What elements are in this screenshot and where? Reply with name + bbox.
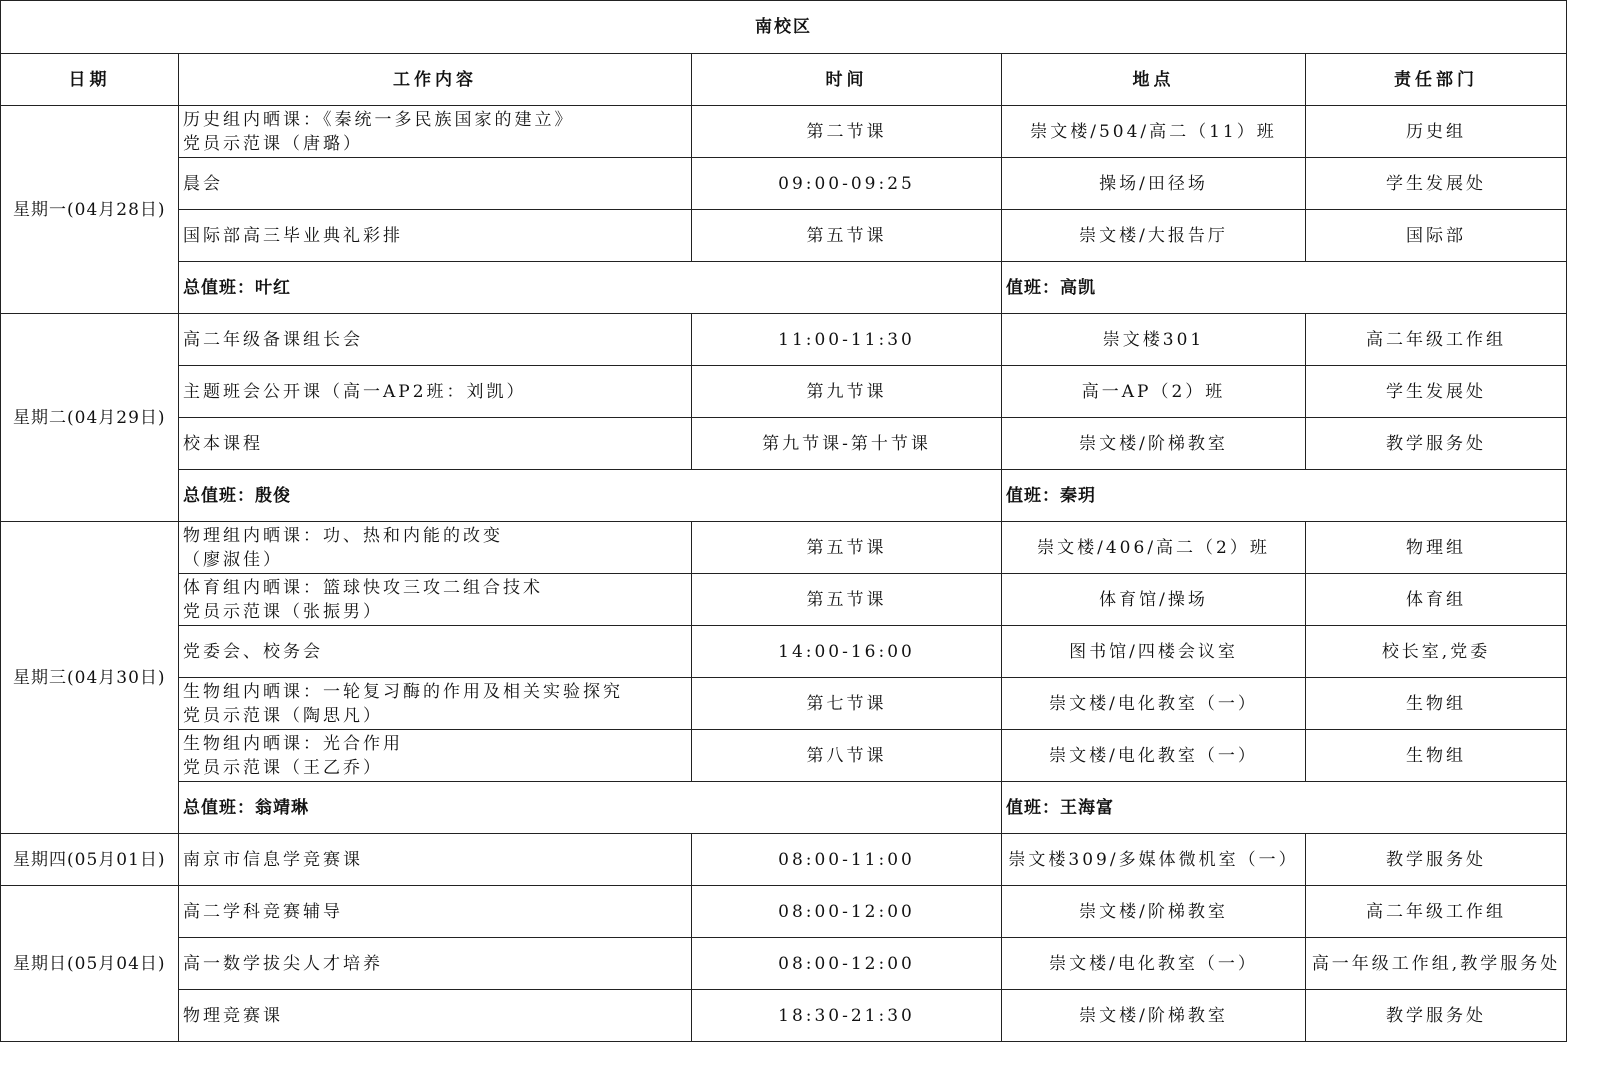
header-content: 工作内容	[179, 54, 692, 106]
work-content-line: 国际部高三毕业典礼彩排	[183, 225, 403, 246]
time-cell: 第二节课	[692, 106, 1002, 158]
place-cell: 崇文楼/阶梯教室	[1002, 990, 1306, 1042]
work-content-line: 党员示范课（唐璐）	[183, 133, 363, 154]
table-row	[1, 158, 1567, 210]
place-cell: 体育馆/操场	[1002, 574, 1306, 626]
dept-cell: 高二年级工作组	[1306, 314, 1567, 366]
duty-row	[1, 782, 1567, 834]
place-cell: 高一AP（2）班	[1002, 366, 1306, 418]
place-cell: 崇文楼/阶梯教室	[1002, 418, 1306, 470]
work-content-line: 主题班会公开课（高一AP2班：刘凯）	[183, 381, 527, 402]
date-cell: 星期三(04月30日)	[1, 522, 179, 834]
table-row	[1, 522, 1567, 574]
work-content-line: （廖淑佳）	[183, 549, 283, 570]
work-content-cell	[179, 314, 692, 366]
time-cell: 14:00-16:00	[692, 626, 1002, 678]
work-content-cell	[179, 106, 692, 158]
work-content-cell	[179, 366, 692, 418]
work-content-cell	[179, 158, 692, 210]
work-content-cell	[179, 210, 692, 262]
table-row	[1, 574, 1567, 626]
work-content-line: 物理竞赛课	[183, 1005, 283, 1026]
dept-cell: 体育组	[1306, 574, 1567, 626]
time-cell: 第五节课	[692, 210, 1002, 262]
dept-cell: 学生发展处	[1306, 366, 1567, 418]
time-cell: 第七节课	[692, 678, 1002, 730]
work-content-cell	[179, 522, 692, 574]
work-content-line: 高二年级备课组长会	[183, 329, 363, 350]
work-content-cell	[179, 938, 692, 990]
work-content-line: 党员示范课（张振男）	[183, 601, 383, 622]
date-cell: 星期日(05月04日)	[1, 886, 179, 1042]
place-cell: 崇文楼/大报告厅	[1002, 210, 1306, 262]
table-title: 南校区	[1, 1, 1567, 54]
duty-chief-cell: 总值班：殷俊	[179, 470, 1002, 522]
table-row	[1, 626, 1567, 678]
place-cell: 崇文楼/电化教室（一）	[1002, 938, 1306, 990]
time-cell: 第九节课-第十节课	[692, 418, 1002, 470]
date-cell: 星期一(04月28日)	[1, 106, 179, 314]
dept-cell: 教学服务处	[1306, 834, 1567, 886]
time-cell: 18:30-21:30	[692, 990, 1002, 1042]
table-row	[1, 210, 1567, 262]
table-row	[1, 418, 1567, 470]
table-row	[1, 886, 1567, 938]
work-content-line: 南京市信息学竞赛课	[183, 849, 363, 870]
work-content-line: 高一数学拔尖人才培养	[183, 953, 383, 974]
dept-cell: 历史组	[1306, 106, 1567, 158]
time-cell: 第五节课	[692, 574, 1002, 626]
work-content-line: 历史组内晒课：《秦统一多民族国家的建立》	[183, 109, 575, 130]
time-cell: 08:00-12:00	[692, 938, 1002, 990]
work-content-cell	[179, 418, 692, 470]
time-cell: 09:00-09:25	[692, 158, 1002, 210]
work-content-cell	[179, 990, 692, 1042]
place-cell: 图书馆/四楼会议室	[1002, 626, 1306, 678]
work-content-cell	[179, 678, 692, 730]
dept-cell: 教学服务处	[1306, 418, 1567, 470]
duty-row	[1, 470, 1567, 522]
place-cell: 崇文楼/406/高二（2）班	[1002, 522, 1306, 574]
header-date: 日期	[1, 54, 179, 106]
table-row	[1, 834, 1567, 886]
time-cell: 08:00-11:00	[692, 834, 1002, 886]
place-cell: 崇文楼/504/高二（11）班	[1002, 106, 1306, 158]
duty-chief-cell: 总值班：翁靖琳	[179, 782, 1002, 834]
work-content-cell	[179, 834, 692, 886]
place-cell: 崇文楼301	[1002, 314, 1306, 366]
place-cell: 操场/田径场	[1002, 158, 1306, 210]
work-content-cell	[179, 886, 692, 938]
work-content-line: 生物组内晒课：一轮复习酶的作用及相关实验探究	[183, 681, 623, 702]
table-row	[1, 990, 1567, 1042]
place-cell: 崇文楼/电化教室（一）	[1002, 730, 1306, 782]
work-content-line: 体育组内晒课：篮球快攻三攻二组合技术	[183, 577, 543, 598]
place-cell: 崇文楼/阶梯教室	[1002, 886, 1306, 938]
table-row	[1, 366, 1567, 418]
work-content-line: 校本课程	[183, 433, 263, 454]
time-cell: 08:00-12:00	[692, 886, 1002, 938]
duty-cell: 值班：高凯	[1002, 262, 1567, 314]
duty-cell: 值班：王海富	[1002, 782, 1567, 834]
table-row	[1, 678, 1567, 730]
work-content-line: 党委会、校务会	[183, 641, 323, 662]
duty-cell: 值班：秦玥	[1002, 470, 1567, 522]
table-row	[1, 314, 1567, 366]
duty-row	[1, 262, 1567, 314]
time-cell: 第八节课	[692, 730, 1002, 782]
date-cell: 星期四(05月01日)	[1, 834, 179, 886]
work-content-line: 党员示范课（王乙乔）	[183, 757, 383, 778]
work-content-line: 生物组内晒课：光合作用	[183, 733, 403, 754]
dept-cell: 教学服务处	[1306, 990, 1567, 1042]
time-cell: 第九节课	[692, 366, 1002, 418]
place-cell: 崇文楼309/多媒体微机室（一）	[1002, 834, 1306, 886]
work-content-cell	[179, 574, 692, 626]
dept-cell: 高二年级工作组	[1306, 886, 1567, 938]
dept-cell: 物理组	[1306, 522, 1567, 574]
dept-cell: 生物组	[1306, 678, 1567, 730]
place-cell: 崇文楼/电化教室（一）	[1002, 678, 1306, 730]
work-content-line: 晨会	[183, 173, 223, 194]
dept-cell: 生物组	[1306, 730, 1567, 782]
table-row	[1, 730, 1567, 782]
table-row	[1, 938, 1567, 990]
work-content-line: 物理组内晒课：功、热和内能的改变	[183, 525, 503, 546]
header-time: 时间	[692, 54, 1002, 106]
dept-cell: 学生发展处	[1306, 158, 1567, 210]
dept-cell: 校长室,党委	[1306, 626, 1567, 678]
header-dept: 责任部门	[1306, 54, 1567, 106]
work-content-line: 党员示范课（陶思凡）	[183, 705, 383, 726]
dept-cell: 高一年级工作组,教学服务处	[1306, 938, 1567, 990]
time-cell: 第五节课	[692, 522, 1002, 574]
dept-cell: 国际部	[1306, 210, 1567, 262]
duty-chief-cell: 总值班：叶红	[179, 262, 1002, 314]
table-row	[1, 106, 1567, 158]
header-place: 地点	[1002, 54, 1306, 106]
work-content-cell	[179, 730, 692, 782]
date-cell: 星期二(04月29日)	[1, 314, 179, 522]
work-content-cell	[179, 626, 692, 678]
work-content-line: 高二学科竞赛辅导	[183, 901, 343, 922]
time-cell: 11:00-11:30	[692, 314, 1002, 366]
